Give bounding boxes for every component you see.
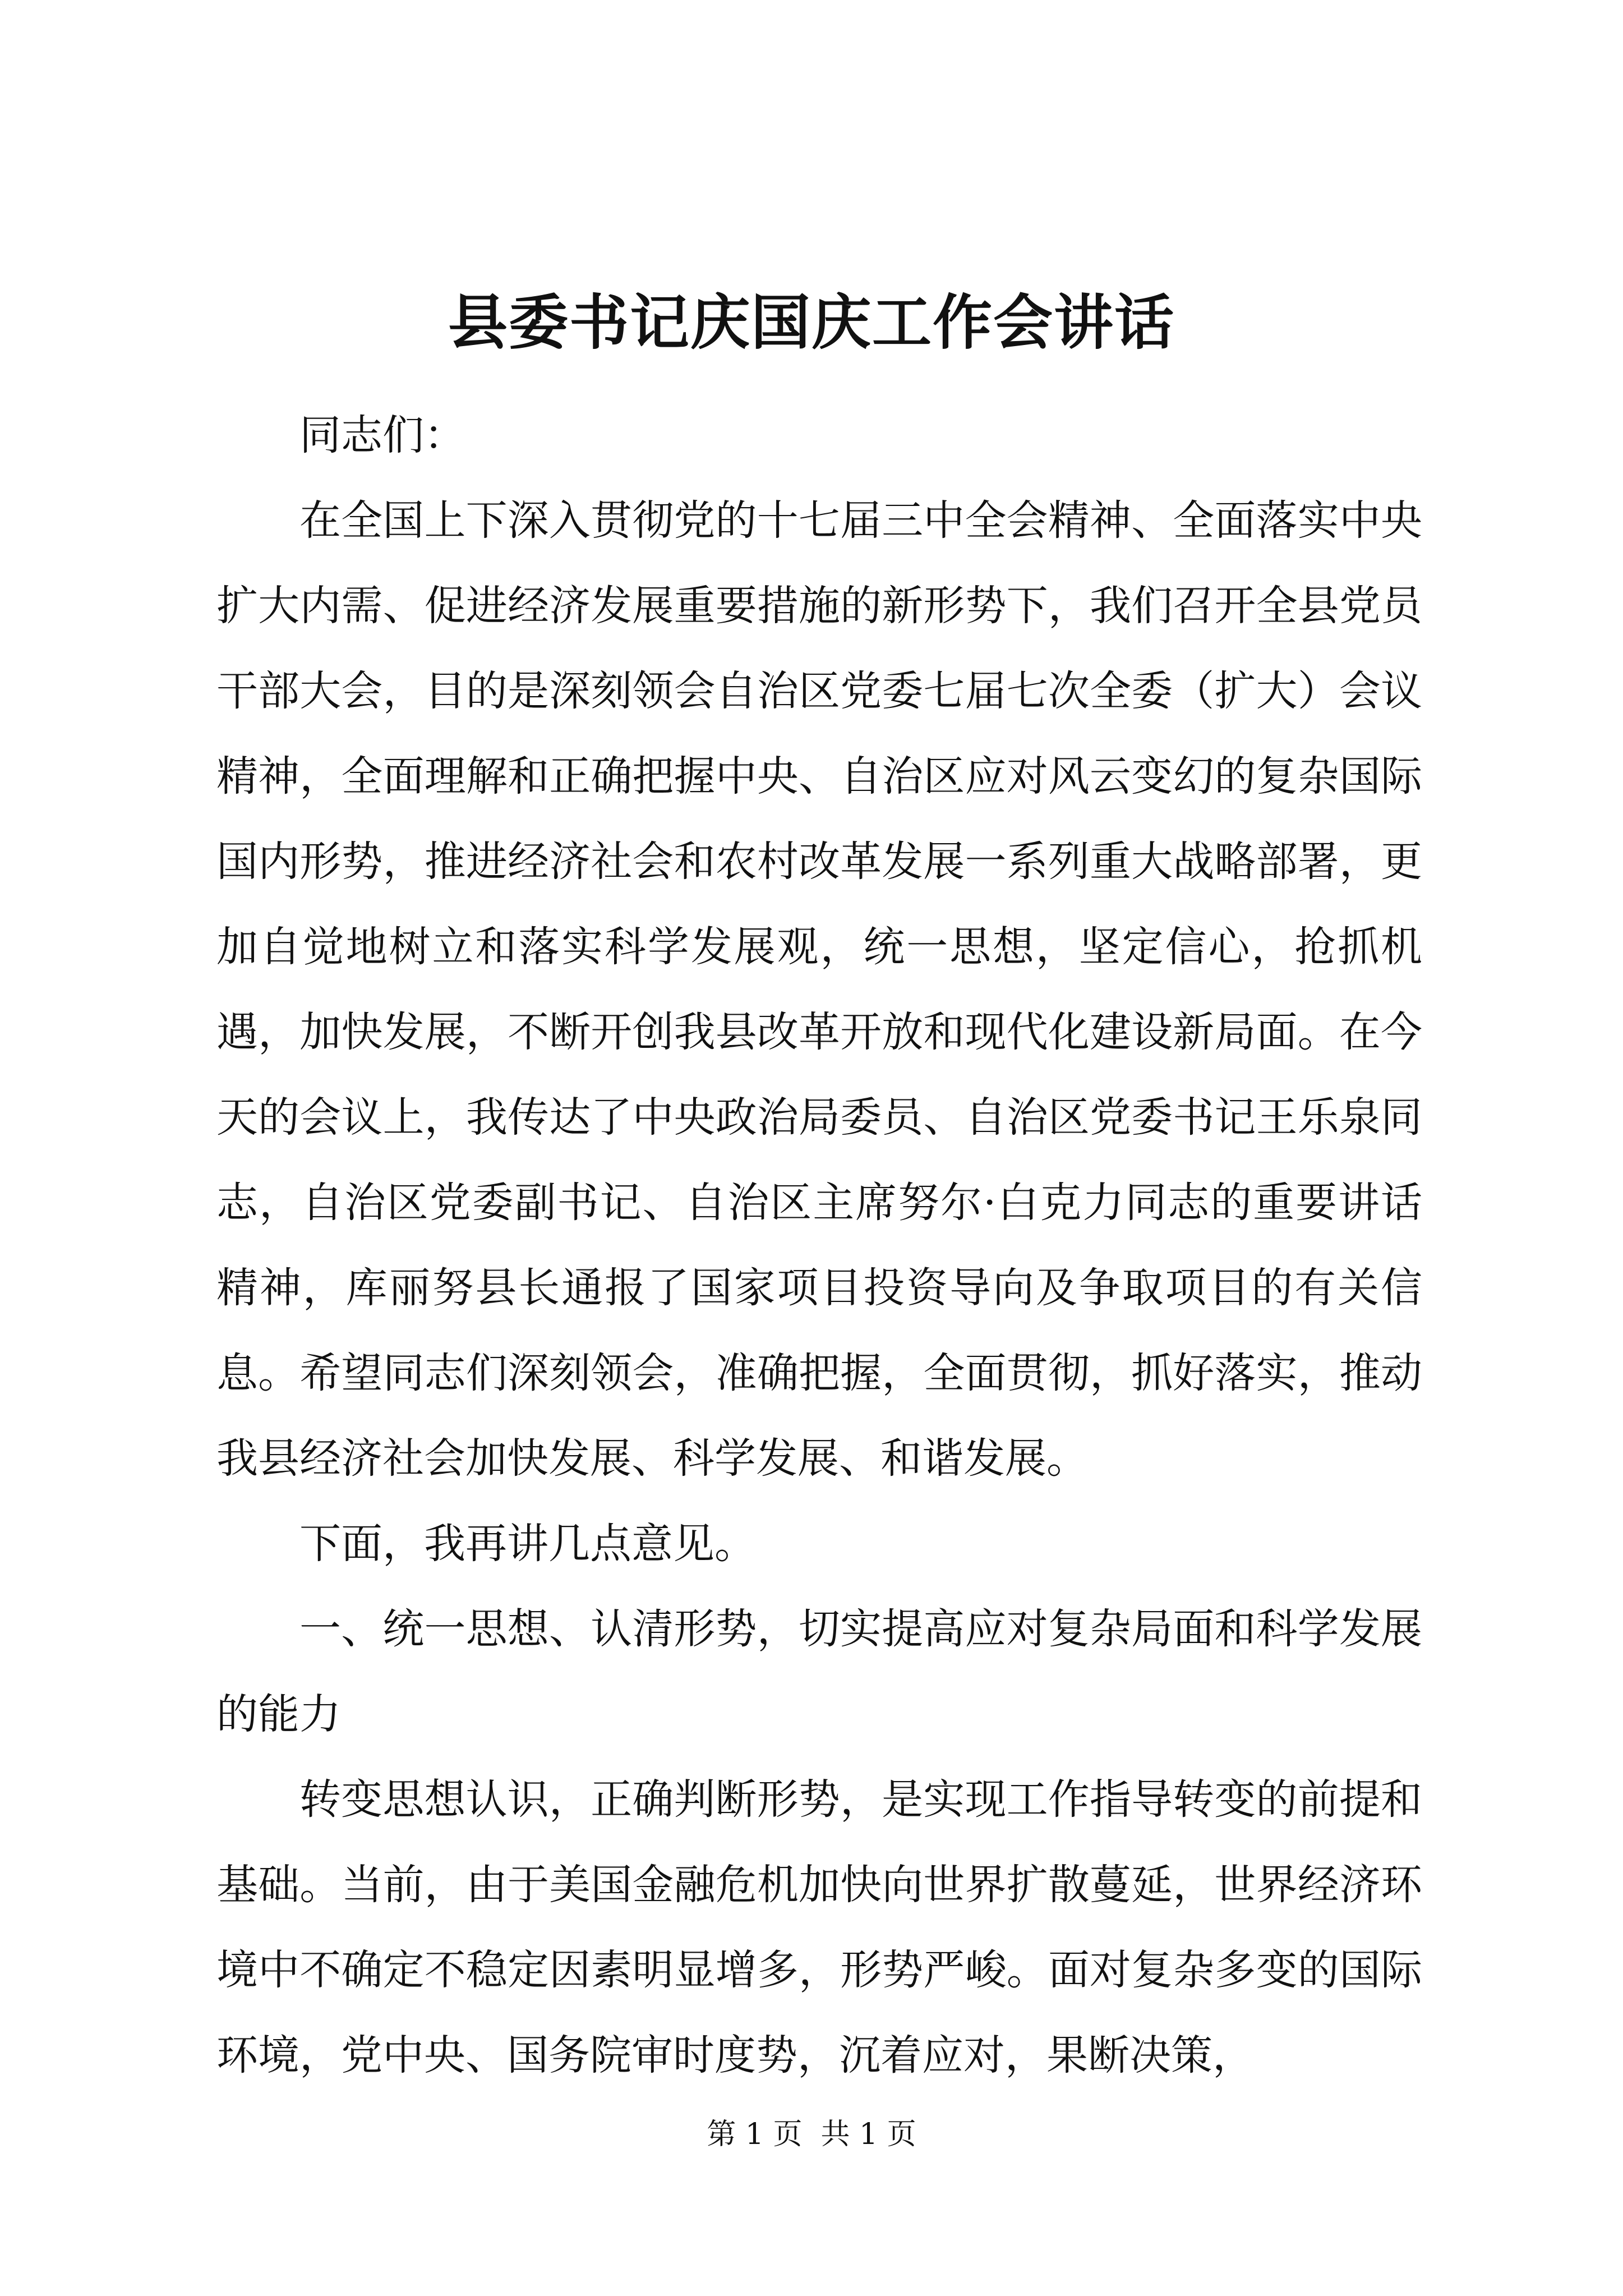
body-paragraph-section-1: 转变思想认识，正确判断形势，是实现工作指导转变的前提和基础。当前，由于美国金融危机加快向世界扩散蔓延，世界经济环境中不确定不稳定因素明显增多，形势严峻。面对复杂多变的国际环境，党中央、国务院审时度势，沉着应对，果断决策， [216, 1775, 1422, 2079]
section-heading-1: 一、统一思想、认清形势，切实提高应对复杂局面和科学发展的能力 [216, 1605, 1422, 1738]
page-footer [0, 2115, 1623, 2154]
page-number-label: 第 1 页 共 1 页 [707, 2118, 916, 2151]
salutation-paragraph: 同志们： [299, 411, 465, 459]
body-paragraph-transition: 下面，我再讲几点意见。 [299, 1520, 756, 1568]
body-paragraph-intro: 在全国上下深入贯彻党的十七届三中全会精神、全面落实中央扩大内需、促进经济发展重要措施的新形势下，我们召开全县党员干部大会，目的是深刻领会自治区党委七届七次全委（扩大）会议精神，全面理解和正确把握中央、自治区应对风云变幻的复杂国际国内形势，推进经济社会和农村改革发展一系列重大战略部署，更加自觉地树立和落实科学发展观，统一思想，坚定信心，抢抓机遇，加快发展，不断开创我县改革开放和现代化建设新局面。在今天的会议上，我传达了中央政治局委员、自治区党委书记王乐泉同志，自治区党委副书记、自治区主席努尔·白克力同志的重要讲话精神，库丽努县长通报了国家项目投资导向及争取项目的有关信息。希望同志们深刻领会，准确把握，全面贯彻，抓好落实，推动我县经济社会加快发展、科学发展、和谐发展。 [216, 496, 1422, 1483]
document-body [216, 393, 1422, 2098]
document-title: 县委书记庆国庆工作会讲话 [448, 287, 1175, 357]
